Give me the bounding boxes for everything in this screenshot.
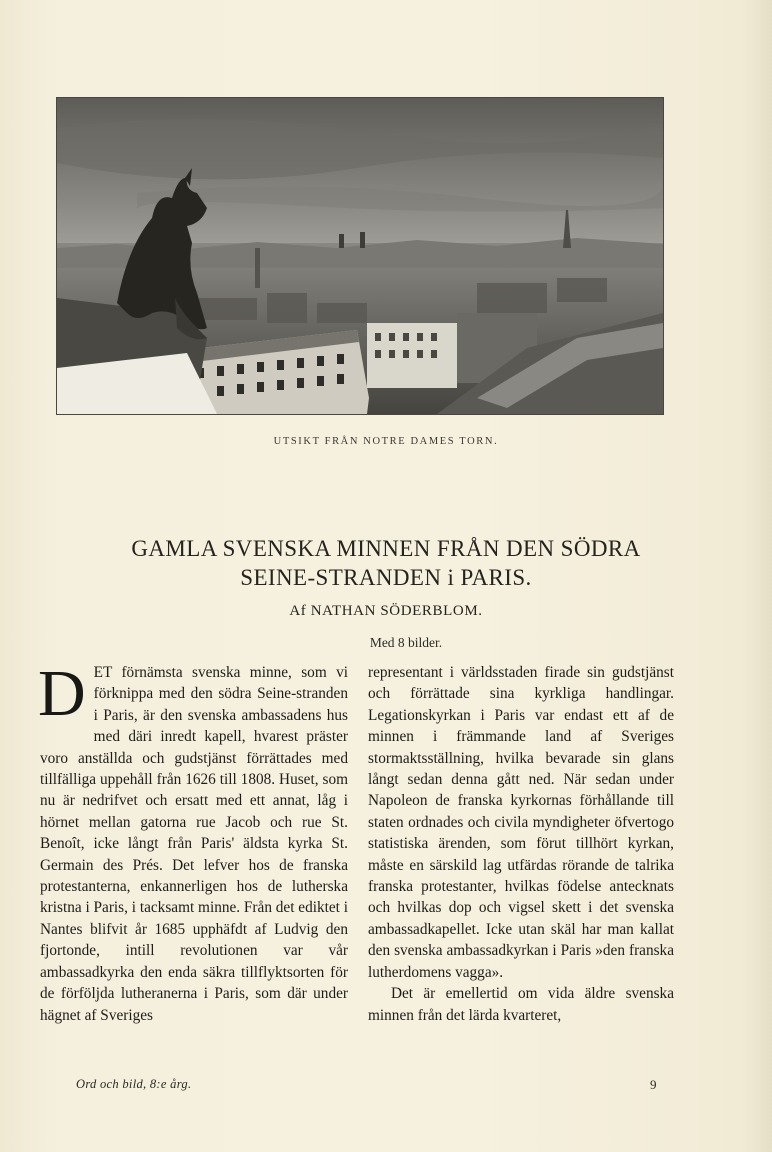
left-column-text: ET förnämsta svenska minne, som vi förknippa med den södra Seine-stranden i Paris, är den svenska ambassadens hus med däri inredt kapell, hvarest präster voro anställda och gudstjänst förrättades med tillfälliga uppehåll från 1626 till 1808. Huset, som nu är nedrifvet och ersatt med ett annat, låg i hörnet mellan gatorna rue Jacob och rue St. Benoît, icke långt från Paris' äldsta kyrka St. Germain des Prés. Det lefver hos de franska protestanterna, enkannerligen hos de lutherska kristna i Paris, i tacksamt minne. Från det ediktet i Nantes blifvit år 1685 upphäfdt af Ludvig den fjortonde, intill revolutionen var vår ambassadkyrka den enda säkra tillflyktsorten för de förföljda lutheranerna i Paris, som där under hägnet af Sveriges bbox=[40, 664, 348, 1024]
text-column-right bbox=[368, 662, 674, 1026]
drop-cap: D bbox=[38, 657, 86, 730]
title-line-1: GAMLA SVENSKA MINNEN FRÅN DEN SÖDRA bbox=[131, 536, 641, 561]
gargoyle-paris-view-image bbox=[57, 98, 663, 414]
page-number: 9 bbox=[650, 1077, 657, 1092]
photo-notre-dame-view bbox=[56, 97, 664, 415]
right-column-paragraph-2: Det är emellertid om vida äldre svenska minnen från det lärda kvarteret, bbox=[368, 985, 674, 1024]
journal-footer: Ord och bild, 8:e årg. bbox=[76, 1077, 192, 1091]
right-column-text: representant i världsstaden firade sin gudstjänst och förrättade sina kyrkliga handlingar. Legationskyrkan i Paris var endast ett af de minnen i främmande land af Sveriges stormaktsställning, hvilka bevarade sin glans långt sedan denna gått ned. När sedan under Napoleon de franska kyrkornas förhållande till staten ordnades och civila myndigheter öfvertogo statistiska ärenden, som förut tillhört kyrkan, måste en särskild lag utfärdas rörande de talrika franska protestanter, hvilkas födelse antecknats och hvilkas dop och vigsel skett i det svenska ambassadkapellet. Icke utan skäl har man kallat den svenska ambassadkyrkan i Paris »den franska lutherdomens vagga». bbox=[368, 664, 674, 981]
title-line-2: SEINE-STRANDEN i PARIS. bbox=[240, 565, 532, 590]
text-column-left bbox=[38, 657, 348, 1026]
article-title bbox=[40, 534, 732, 592]
author-byline: Af NATHAN SÖDERBLOM. bbox=[289, 603, 483, 619]
photo-caption: UTSIKT FRÅN NOTRE DAMES TORN. bbox=[273, 436, 499, 447]
images-note: Med 8 bilder. bbox=[369, 635, 443, 650]
